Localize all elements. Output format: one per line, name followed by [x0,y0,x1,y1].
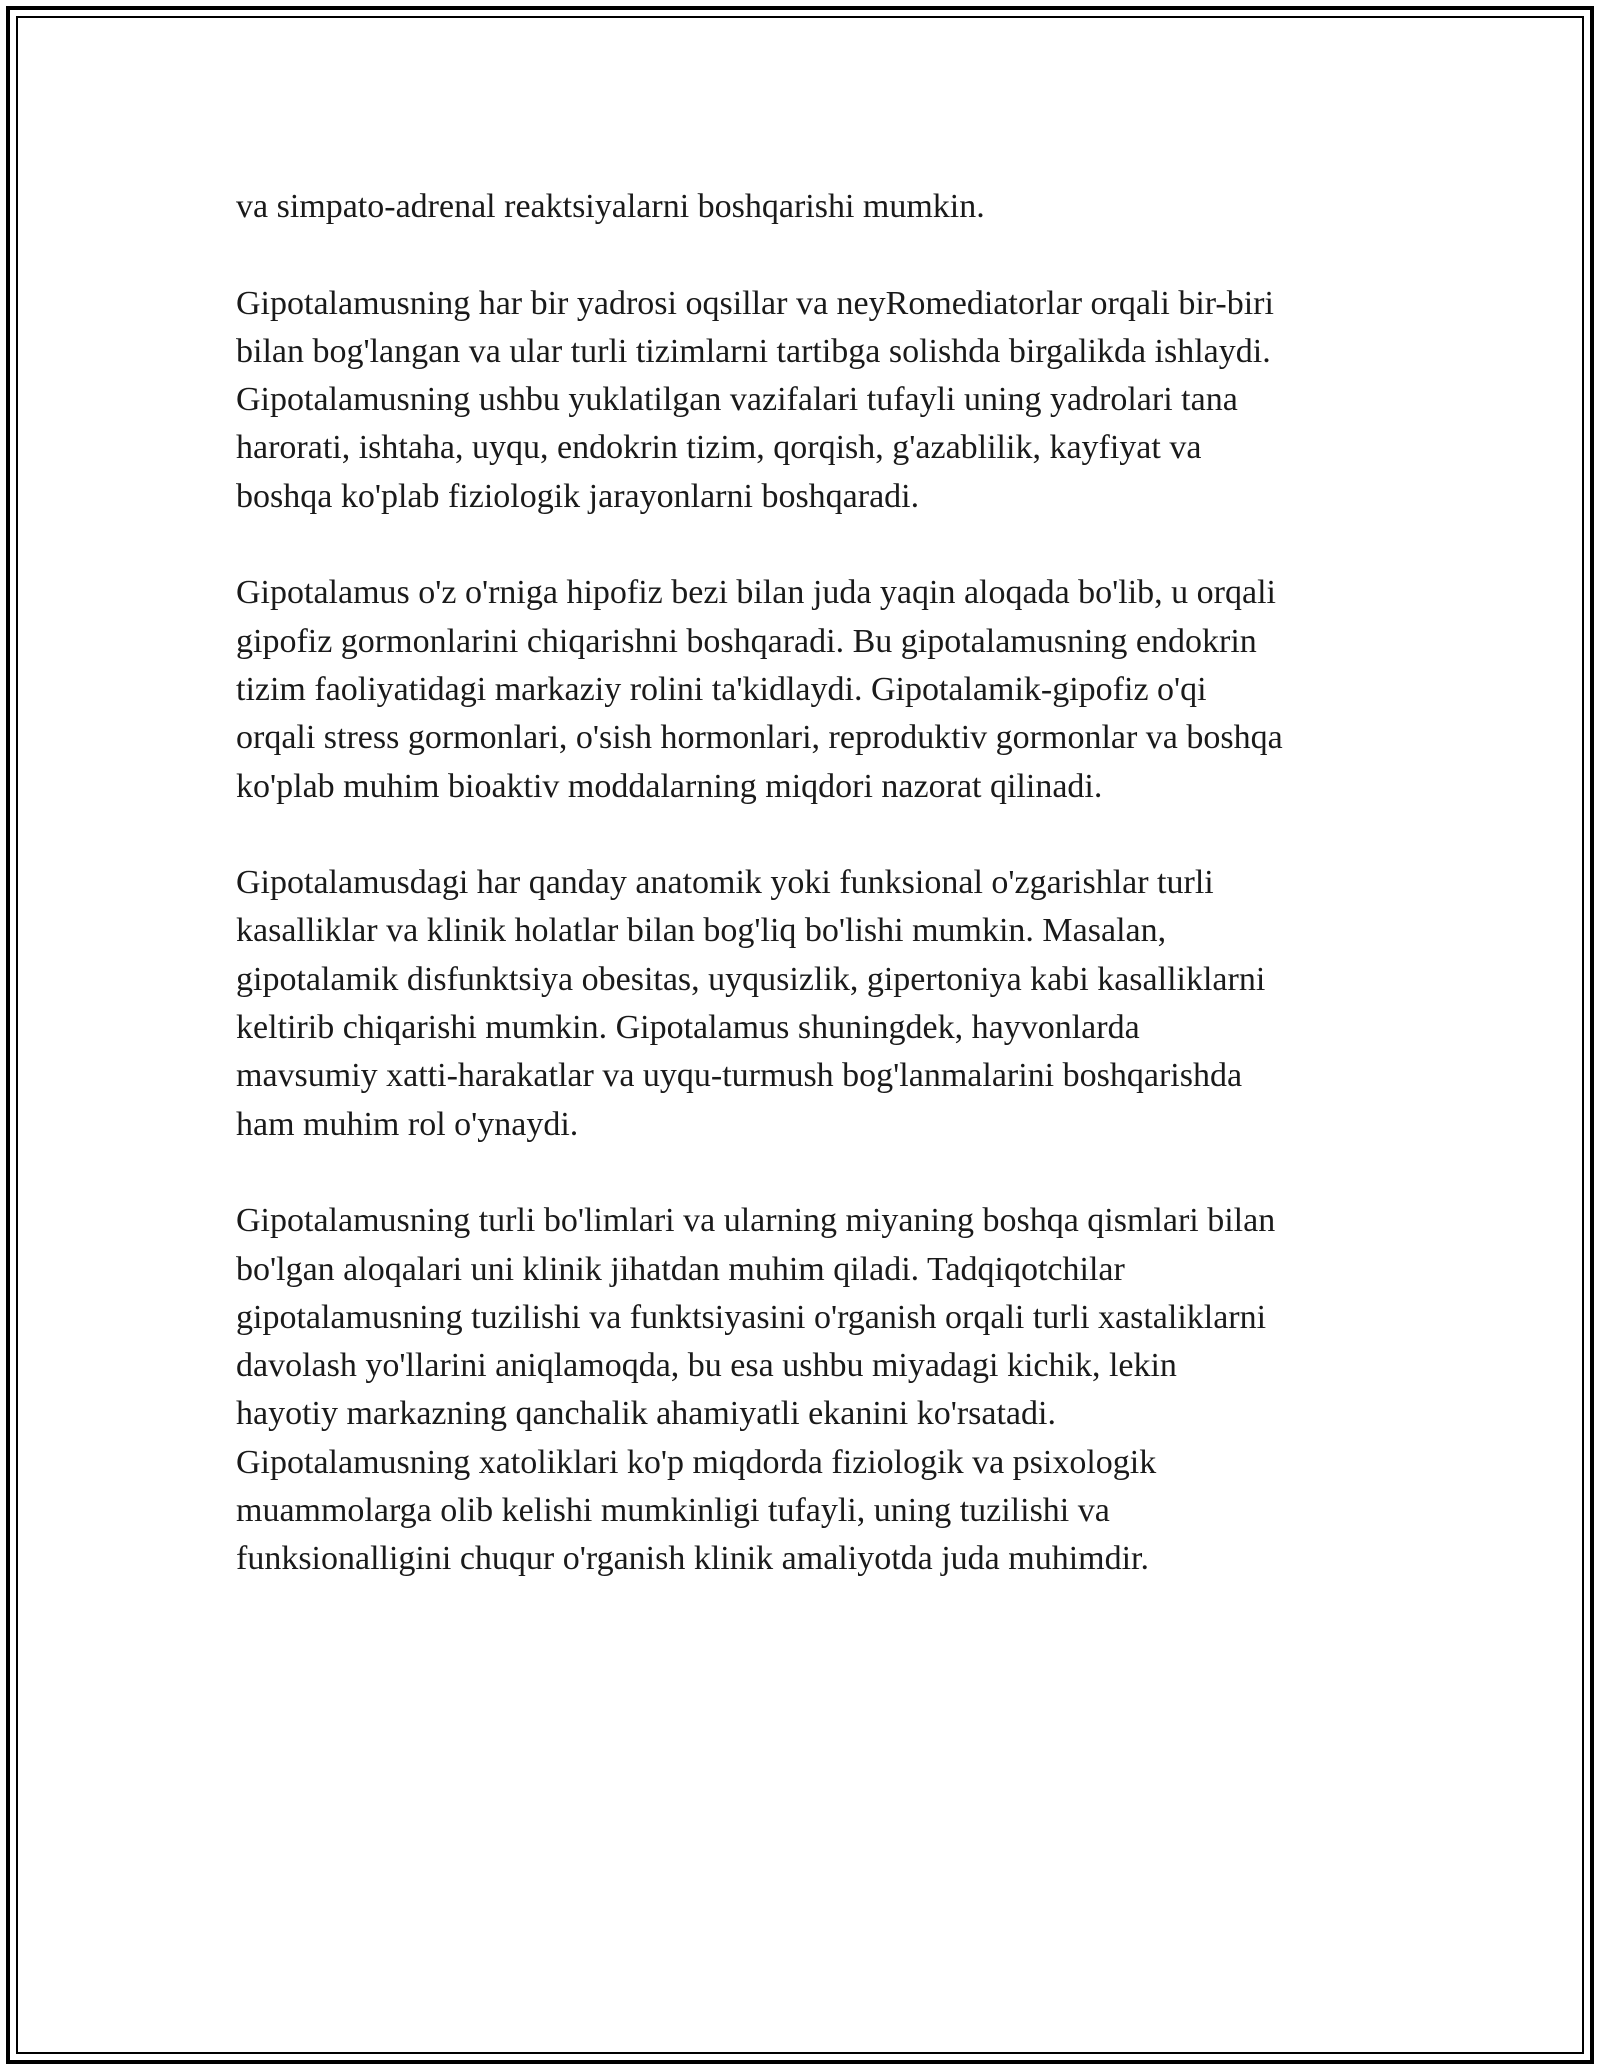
paragraph-pituitary: Gipotalamus o'z o'rniga hipofiz bezi bilan juda yaqin aloqada bo'lib, u orqali gipofiz gormonlarini chiqarishni boshqaradi. Bu gipotalamusning endokrin tizim faoliyatidagi markaziy rolini ta'kidlaydi. Gipotalamik-gipofiz o'qi orqali stress gormonlari, o'sish hormonlari, reproduktiv gormonlar va boshqa ko'plab muhim bioaktiv moddalarning miqdori nazorat qilinadi. [236,574,1283,805]
paragraph-nuclei: Gipotalamusning har bir yadrosi oqsillar va neyRomediatorlar orqali bir-biri bilan bog'langan va ular turli tizimlarni tartibga solishda birgalikda ishlaydi. Gipotalamusning ushbu yuklatilgan vazifalari tufayli uning yadrolari tana harorati, ishtaha, uyqu, endokrin tizim, qorqish, g'azablilik, kayfiyat va boshqa ko'plab fiziologik jarayonlarni boshqaradi. [236,284,1274,515]
paragraph-continuation: va simpato-adrenal reaktsiyalarni boshqarishi mumkin. [236,188,985,225]
document-body [236,183,1386,1632]
paragraph-clinical-significance: Gipotalamusning turli bo'limlari va ularning miyaning boshqa qismlari bilan bo'lgan aloqalari uni klinik jihatdan muhim qiladi. Tadqiqotchilar gipotalamusning tuzilishi va funktsiyasini o'rganish orqali turli xastaliklarni davolash yo'llarini aniqlamoqda, bu esa ushbu miyadagi kichik, lekin hayotiy markazning qanchalik ahamiyatli ekanini ko'rsatadi. Gipotalamusning xatoliklari ko'p miqdorda fiziologik va psixologik muammolarga olib kelishi mumkinligi tufayli, uning tuzilishi va funksionalligini chuqur o'rganish klinik amaliyotda juda muhimdir. [236,1202,1276,1578]
paragraph-disorders: Gipotalamusdagi har qanday anatomik yoki funksional o'zgarishlar turli kasalliklar va klinik holatlar bilan bog'liq bo'lishi mumkin. Masalan, gipotalamik disfunktsiya obesitas, uyqusizlik, gipertoniya kabi kasalliklarni keltirib chiqarishi mumkin. Gipotalamus shuningdek, hayvonlarda mavsumiy xatti-harakatlar va uyqu-turmush bog'lanmalarini boshqarishda ham muhim rol o'ynaydi. [236,864,1266,1143]
